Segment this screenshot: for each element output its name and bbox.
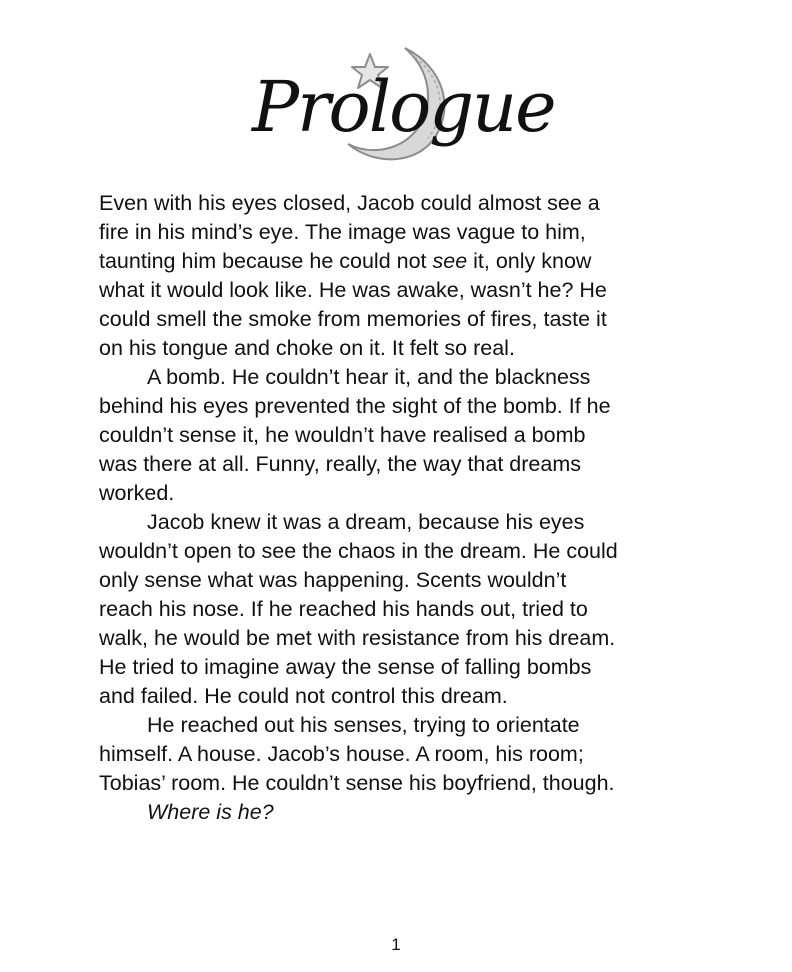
text-segment: it, only know: [467, 249, 592, 273]
text-line: couldn’t sense it, he wouldn’t have realised a bomb: [99, 423, 586, 447]
text-line: behind his eyes prevented the sight of the bomb. If he: [99, 394, 611, 418]
paragraph: [99, 189, 689, 363]
text-line: what it would look like. He was awake, wasn’t he? He: [99, 278, 607, 302]
text-line: and failed. He could not control this dream.: [99, 684, 508, 708]
text-line: Jacob knew it was a dream, because his eyes: [147, 510, 585, 534]
text-line: He tried to imagine away the sense of falling bombs: [99, 655, 592, 679]
emphasis-text: see: [432, 249, 468, 273]
text-line: fire in his mind’s eye. The image was vague to him,: [99, 220, 586, 244]
text-line: Tobias’ room. He couldn’t sense his boyfriend, though.: [99, 771, 615, 795]
text-line: walk, he would be met with resistance from his dream.: [99, 626, 616, 650]
text-line: was there at all. Funny, really, the way that dreams: [99, 452, 581, 476]
chapter-heading: [230, 40, 560, 170]
chapter-body: [99, 189, 689, 827]
text-line: Even with his eyes closed, Jacob could almost see a: [99, 191, 600, 215]
paragraph: [99, 508, 689, 711]
text-line: reach his nose. If he reached his hands out, tried to: [99, 597, 588, 621]
text-line: himself. A house. Jacob’s house. A room, his room;: [99, 742, 584, 766]
text-line: only sense what was happening. Scents wouldn’t: [99, 568, 567, 592]
text-line: He reached out his senses, trying to orientate: [147, 713, 580, 737]
text-line: worked.: [99, 481, 175, 505]
text-line: on his tongue and choke on it. It felt so real.: [99, 336, 515, 360]
text-line: A bomb. He couldn’t hear it, and the blackness: [147, 365, 591, 389]
text-line: Where is he?: [147, 800, 274, 824]
page-number: 1: [391, 935, 401, 954]
text-segment: taunting him because he could not: [99, 249, 433, 273]
text-line: could smell the smoke from memories of fires, taste it: [99, 307, 607, 331]
text-line: [99, 247, 689, 276]
paragraph: [99, 711, 689, 798]
text-line: wouldn’t open to see the chaos in the dream. He could: [99, 539, 618, 563]
paragraph: [99, 798, 689, 827]
paragraph: [99, 363, 689, 508]
chapter-title: Prologue: [252, 66, 555, 148]
